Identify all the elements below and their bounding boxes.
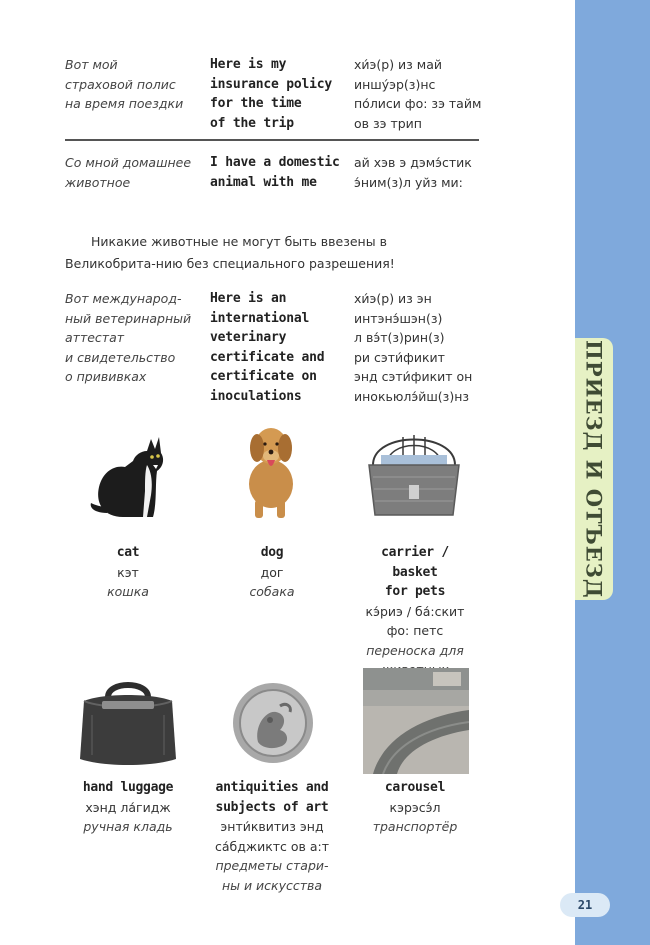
- phrase-transcription: хи́э(р) из май иншу́эр(з)нс по́лиси фо: зэ тайм ов зэ трип: [354, 57, 482, 131]
- caption-dog: dog дог собака: [249, 545, 295, 599]
- dog-icon: [235, 422, 305, 522]
- caption-antiquities: antiquities and subjects of art энти́квитиз энд са́бджиктс ов а:т предметы стари- ны и искусства: [214, 780, 330, 893]
- caption-hand-luggage: hand luggage хэнд ла́гидж ручная кладь: [82, 780, 174, 834]
- section-title: ПРИЕЗД И ОТЪЕЗД: [581, 339, 607, 599]
- bag-icon: [72, 675, 184, 771]
- phrase-russian: Вот мой страховой полис на время поездки: [65, 57, 184, 111]
- caption-pet-carrier: carrier / basket for pets кэ́риэ / ба́:скит фо: петс переноска для: [365, 545, 465, 658]
- phrase-transcription: хи́э(р) из эн интэнэ́шэн(з) л вэ́т(з)рин(з) ри сэти́фикит энд сэти́фикит он инокьюлэ́йш(з)нз: [354, 291, 473, 404]
- carousel-icon: [363, 668, 469, 774]
- cat-icon: [85, 425, 170, 525]
- phrase-russian: Со мной домашнее животное: [65, 155, 192, 190]
- phrase-english: I have a domestic animal with me: [210, 155, 340, 190]
- phrase-english: Here is an international veterinary certificate and certificate on inoculations: [210, 291, 325, 404]
- antique-coin-icon: [228, 680, 318, 766]
- phrase-russian: Вот международ- ный ветеринарный аттестат и свидетельство о прививках: [65, 291, 192, 384]
- pet-carrier-icon: [363, 425, 465, 521]
- caption-carousel: carousel кэрэсэ́л транспортёр: [372, 780, 458, 834]
- phrase-english: Here is my insurance policy for the time of the trip: [210, 57, 333, 131]
- phrase-transcription: ай хэв э дэмэ́стик э́ним(з)л уйз ми:: [354, 155, 472, 190]
- info-note: Никакие животные не могут быть ввезены в Великобрита-нию без специального разрешения!: [65, 234, 395, 271]
- divider-line: [65, 139, 479, 141]
- caption-cat: cat кэт кошка: [107, 545, 149, 599]
- page-number: 21: [560, 893, 610, 917]
